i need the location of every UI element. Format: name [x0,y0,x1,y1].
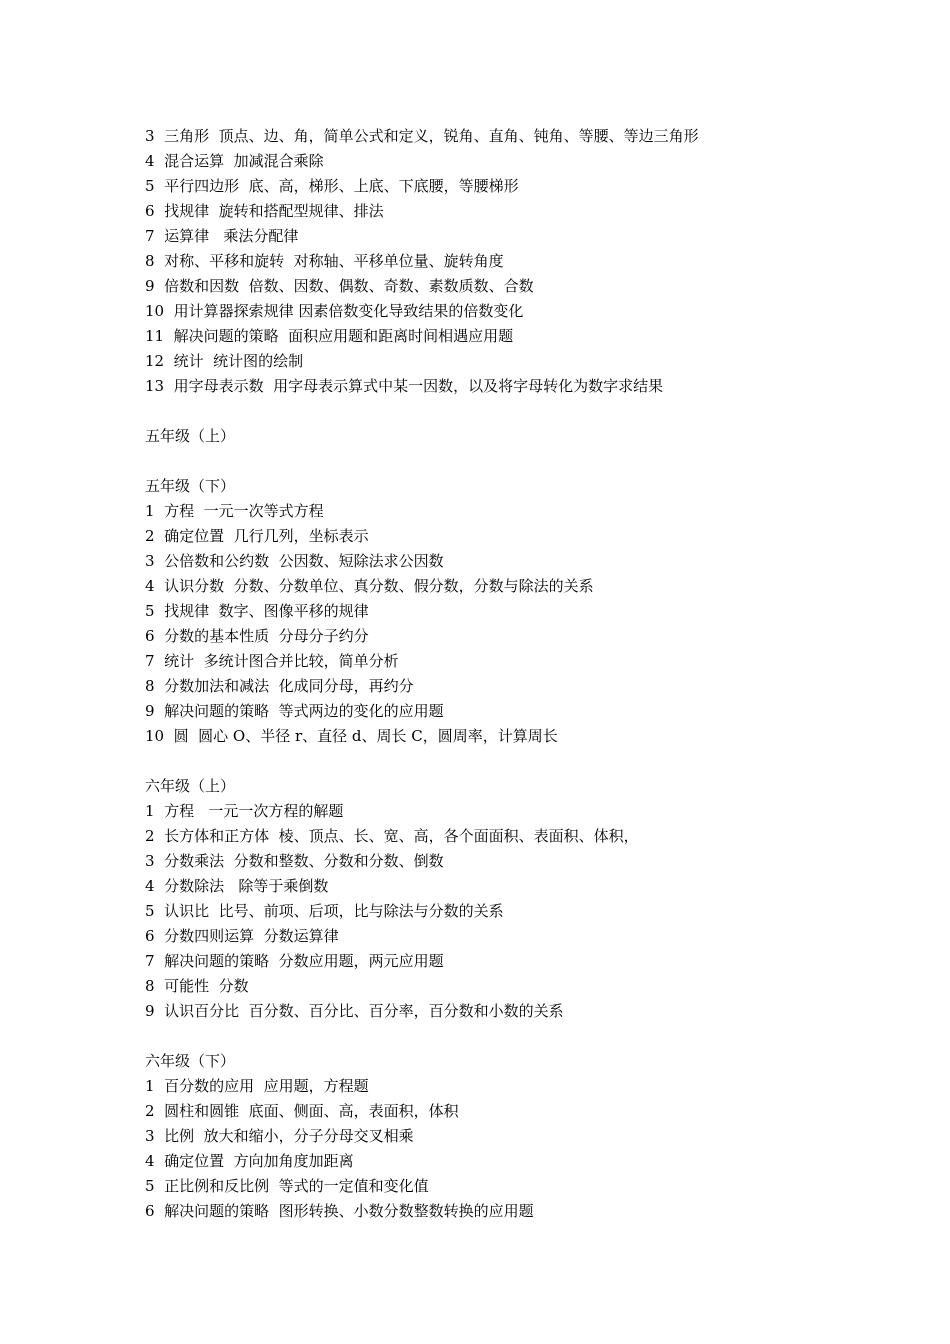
list-item: 10 圆 圆心 O、半径 r、直径 d、周长 C，圆周率，计算周长 [145,727,558,745]
list-item: 10 用计算器探索规律 因素倍数变化导致结果的倍数变化 [145,302,524,320]
list-item: 7 解决问题的策略 分数应用题，两元应用题 [145,952,444,970]
list-item: 5 平行四边形 底、高，梯形、上底、下底腰，等腰梯形 [145,177,519,195]
list-item: 8 分数加法和减法 化成同分母，再约分 [145,677,414,695]
list-item: 6 分数四则运算 分数运算律 [145,927,339,945]
list-item: 5 找规律 数字、图像平移的规律 [145,602,369,620]
list-item: 2 圆柱和圆锥 底面、侧面、高，表面积，体积 [145,1102,459,1120]
grade5-down-list [145,499,905,749]
section-heading-grade6-down: 六年级（下） [145,1052,236,1070]
list-item: 3 分数乘法 分数和整数、分数和分数、倒数 [145,852,444,870]
list-item: 9 解决问题的策略 等式两边的变化的应用题 [145,702,444,720]
list-item: 1 百分数的应用 应用题，方程题 [145,1077,369,1095]
spacer [145,749,905,774]
list-item: 9 倍数和因数 倍数、因数、偶数、奇数、素数质数、合数 [145,277,534,295]
list-item: 1 方程 一元一次方程的解题 [145,802,344,820]
list-item: 11 解决问题的策略 面积应用题和距离时间相遇应用题 [145,327,514,345]
section-heading-grade5-up: 五年级（上） [145,427,236,445]
list-item: 12 统计 统计图的绘制 [145,352,304,370]
list-item: 5 正比例和反比例 等式的一定值和变化值 [145,1177,429,1195]
grade4-tail-list [145,124,905,399]
list-item: 4 认识分数 分数、分数单位、真分数、假分数，分数与除法的关系 [145,577,594,595]
list-item: 2 确定位置 几行几列，坐标表示 [145,527,369,545]
list-item: 4 分数除法 除等于乘倒数 [145,877,329,895]
list-item: 3 比例 放大和缩小，分子分母交叉相乘 [145,1127,414,1145]
spacer [145,449,905,474]
section-heading-grade5-down: 五年级（下） [145,477,236,495]
list-item: 7 运算律 乘法分配律 [145,227,299,245]
list-item: 4 混合运算 加减混合乘除 [145,152,324,170]
list-item: 7 统计 多统计图合并比较，简单分析 [145,652,399,670]
list-item: 5 认识比 比号、前项、后项，比与除法与分数的关系 [145,902,504,920]
spacer [145,1024,905,1049]
list-item: 13 用字母表示数 用字母表示算式中某一因数，以及将字母转化为数字求结果 [145,377,664,395]
section-heading-grade6-up: 六年级（上） [145,777,236,795]
list-item: 6 分数的基本性质 分母分子约分 [145,627,369,645]
grade6-down-list [145,1074,905,1224]
list-item: 4 确定位置 方向加角度加距离 [145,1152,354,1170]
list-item: 8 对称、平移和旋转 对称轴、平移单位量、旋转角度 [145,252,504,270]
list-item: 8 可能性 分数 [145,977,249,995]
list-item: 6 解决问题的策略 图形转换、小数分数整数转换的应用题 [145,1202,534,1220]
spacer [145,399,905,424]
list-item: 9 认识百分比 百分数、百分比、百分率，百分数和小数的关系 [145,1002,564,1020]
list-item: 1 方程 一元一次等式方程 [145,502,324,520]
list-item: 2 长方体和正方体 棱、顶点、长、宽、高，各个面面积、表面积、体积， [145,827,639,845]
list-item: 6 找规律 旋转和搭配型规律、排法 [145,202,384,220]
list-item: 3 三角形 顶点、边、角，简单公式和定义，锐角、直角、钝角、等腰、等边三角形 [145,127,699,145]
document-content [145,124,905,1224]
grade6-up-list [145,799,905,1024]
list-item: 3 公倍数和公约数 公因数、短除法求公因数 [145,552,444,570]
